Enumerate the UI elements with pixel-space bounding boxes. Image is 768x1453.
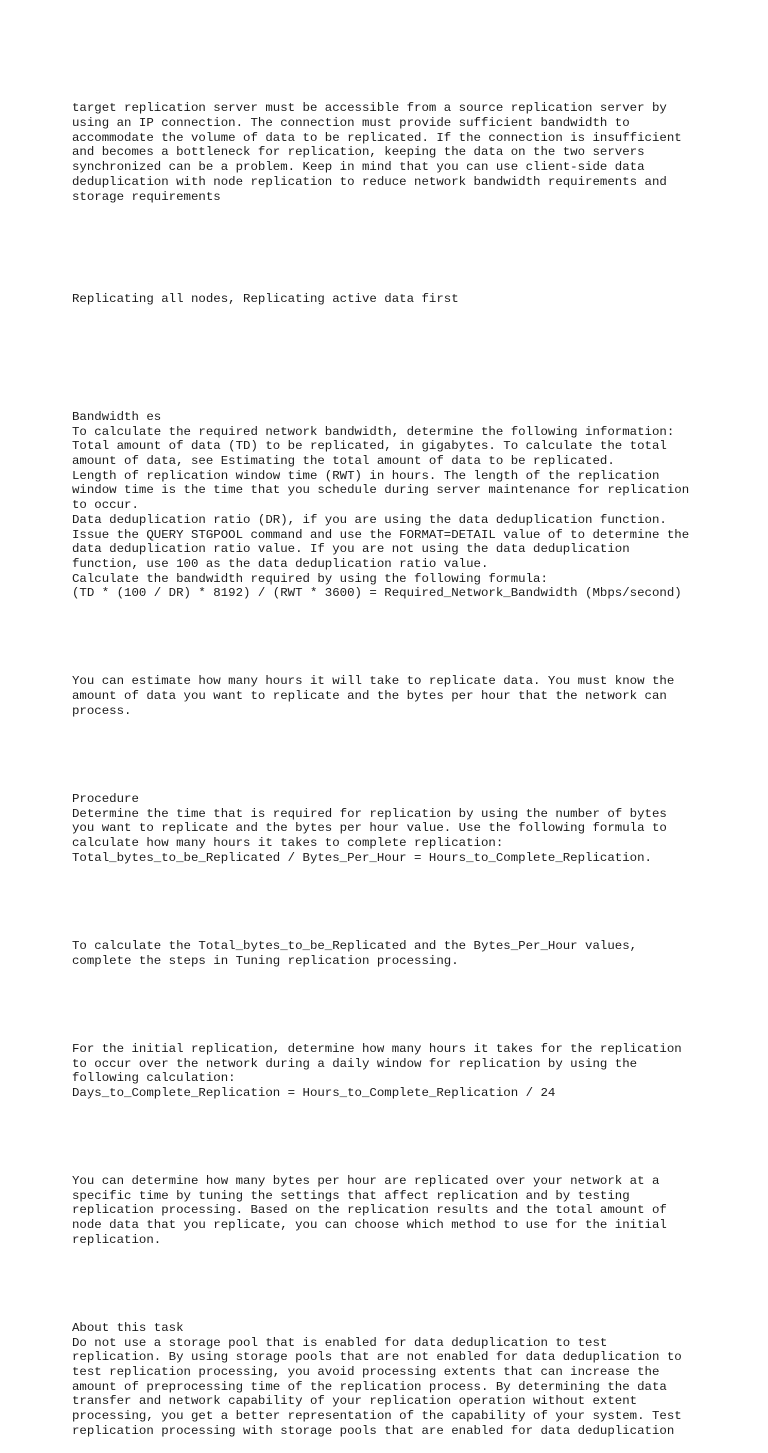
text-line: process.: [72, 703, 132, 718]
text-line: test replication processing, you avoid processing extents that can increase the: [72, 1365, 660, 1380]
text-line: Length of replication window time (RWT) in hours. The length of the replication: [72, 468, 660, 483]
text-line: function, use 100 as the data deduplication ratio value.: [72, 556, 489, 571]
calculate-paragraph: [72, 939, 712, 968]
text-line: to occur.: [72, 498, 139, 513]
text-line: following calculation:: [72, 1071, 236, 1086]
text-line: you want to replicate and the bytes per hour value. Use the following formula to: [72, 821, 667, 836]
text-line: processing, you get a better representation of the capability of your system. Test: [72, 1409, 682, 1424]
text-line: transfer and network capability of your replication operation without extent: [72, 1394, 638, 1409]
text-line: (TD * (100 / DR) * 8192) / (RWT * 3600) = Required_Network_Bandwidth (Mbps/second): [72, 586, 682, 601]
text-line: specific time by tuning the settings that affect replication and by testing: [72, 1188, 630, 1203]
text-line: replication. By using storage pools that are not enabled for data deduplication to: [72, 1350, 682, 1365]
text-line: About this task: [72, 1321, 184, 1336]
text-line: and becomes a bottleneck for replication, keeping the data on the two servers: [72, 145, 645, 160]
text-line: complete the steps in Tuning replication processing.: [72, 953, 459, 968]
text-line: target replication server must be accessible from a source replication server by: [72, 101, 667, 116]
text-line: data deduplication ratio value. If you are not using the data deduplication: [72, 542, 630, 557]
text-line: Data deduplication ratio (DR), if you are using the data deduplication function.: [72, 512, 667, 527]
text-line: Do not use a storage pool that is enabled for data deduplication to test: [72, 1335, 608, 1350]
text-line: node data that you replicate, you can choose which method to use for the initial: [72, 1218, 667, 1233]
text-line: synchronized can be a problem. Keep in mind that you can use client-side data: [72, 160, 645, 175]
text-line: calculate how many hours it takes to complete replication:: [72, 836, 504, 851]
text-line: replication.: [72, 1232, 162, 1247]
text-line: Bandwidth es: [72, 410, 162, 425]
replicating-topics-line: [72, 292, 712, 307]
text-line: To calculate the Total_bytes_to_be_Replicated and the Bytes_Per_Hour values,: [72, 938, 638, 953]
text-line: Issue the QUERY STGPOOL command and use the FORMAT=DETAIL value of to determine the: [72, 527, 690, 542]
intro-paragraph: [72, 101, 712, 204]
text-line: replication processing. Based on the replication results and the total amount of: [72, 1203, 667, 1218]
about-this-task-section: [72, 1321, 712, 1439]
text-line: Total_bytes_to_be_Replicated / Bytes_Per_Hour = Hours_to_Complete_Replication.: [72, 850, 652, 865]
text-line: Determine the time that is required for replication by using the number of bytes: [72, 806, 667, 821]
text-line: window time is the time that you schedule during server maintenance for replication: [72, 483, 690, 498]
text-line: Total amount of data (TD) to be replicated, in gigabytes. To calculate the total: [72, 439, 667, 454]
text-line: replication processing with storage pools that are enabled for data deduplication: [72, 1423, 675, 1438]
text-line: amount of preprocessing time of the replication process. By determining the data: [72, 1379, 667, 1394]
text-line: deduplication with node replication to reduce network bandwidth requirements and: [72, 174, 667, 189]
text-line: To calculate the required network bandwidth, determine the following information:: [72, 424, 675, 439]
initial-replication-paragraph: [72, 1042, 712, 1101]
text-line: to occur over the network during a daily window for replication by using the: [72, 1056, 638, 1071]
text-line: Days_to_Complete_Replication = Hours_to_Complete_Replication / 24: [72, 1085, 556, 1100]
tuning-paragraph: [72, 1174, 712, 1247]
text-line: Calculate the bandwidth required by using the following formula:: [72, 571, 548, 586]
text-line: Procedure: [72, 792, 139, 807]
text-line: storage requirements: [72, 189, 221, 204]
text-line: Replicating all nodes, Replicating active data first: [72, 292, 459, 307]
text-line: amount of data you want to replicate and the bytes per hour that the network can: [72, 689, 667, 704]
text-line: accommodate the volume of data to be replicated. If the connection is insufficient: [72, 130, 682, 145]
text-line: using an IP connection. The connection must provide sufficient bandwidth to: [72, 116, 630, 131]
text-line: You can estimate how many hours it will take to replicate data. You must know the: [72, 674, 675, 689]
document-page: [72, 72, 712, 1453]
text-line: You can determine how many bytes per hour are replicated over your network at a: [72, 1174, 660, 1189]
procedure-section: [72, 792, 712, 865]
estimate-paragraph: [72, 674, 712, 718]
text-line: amount of data, see Estimating the total amount of data to be replicated.: [72, 454, 615, 469]
bandwidth-section: [72, 410, 712, 601]
text-line: For the initial replication, determine how many hours it takes for the replication: [72, 1041, 682, 1056]
